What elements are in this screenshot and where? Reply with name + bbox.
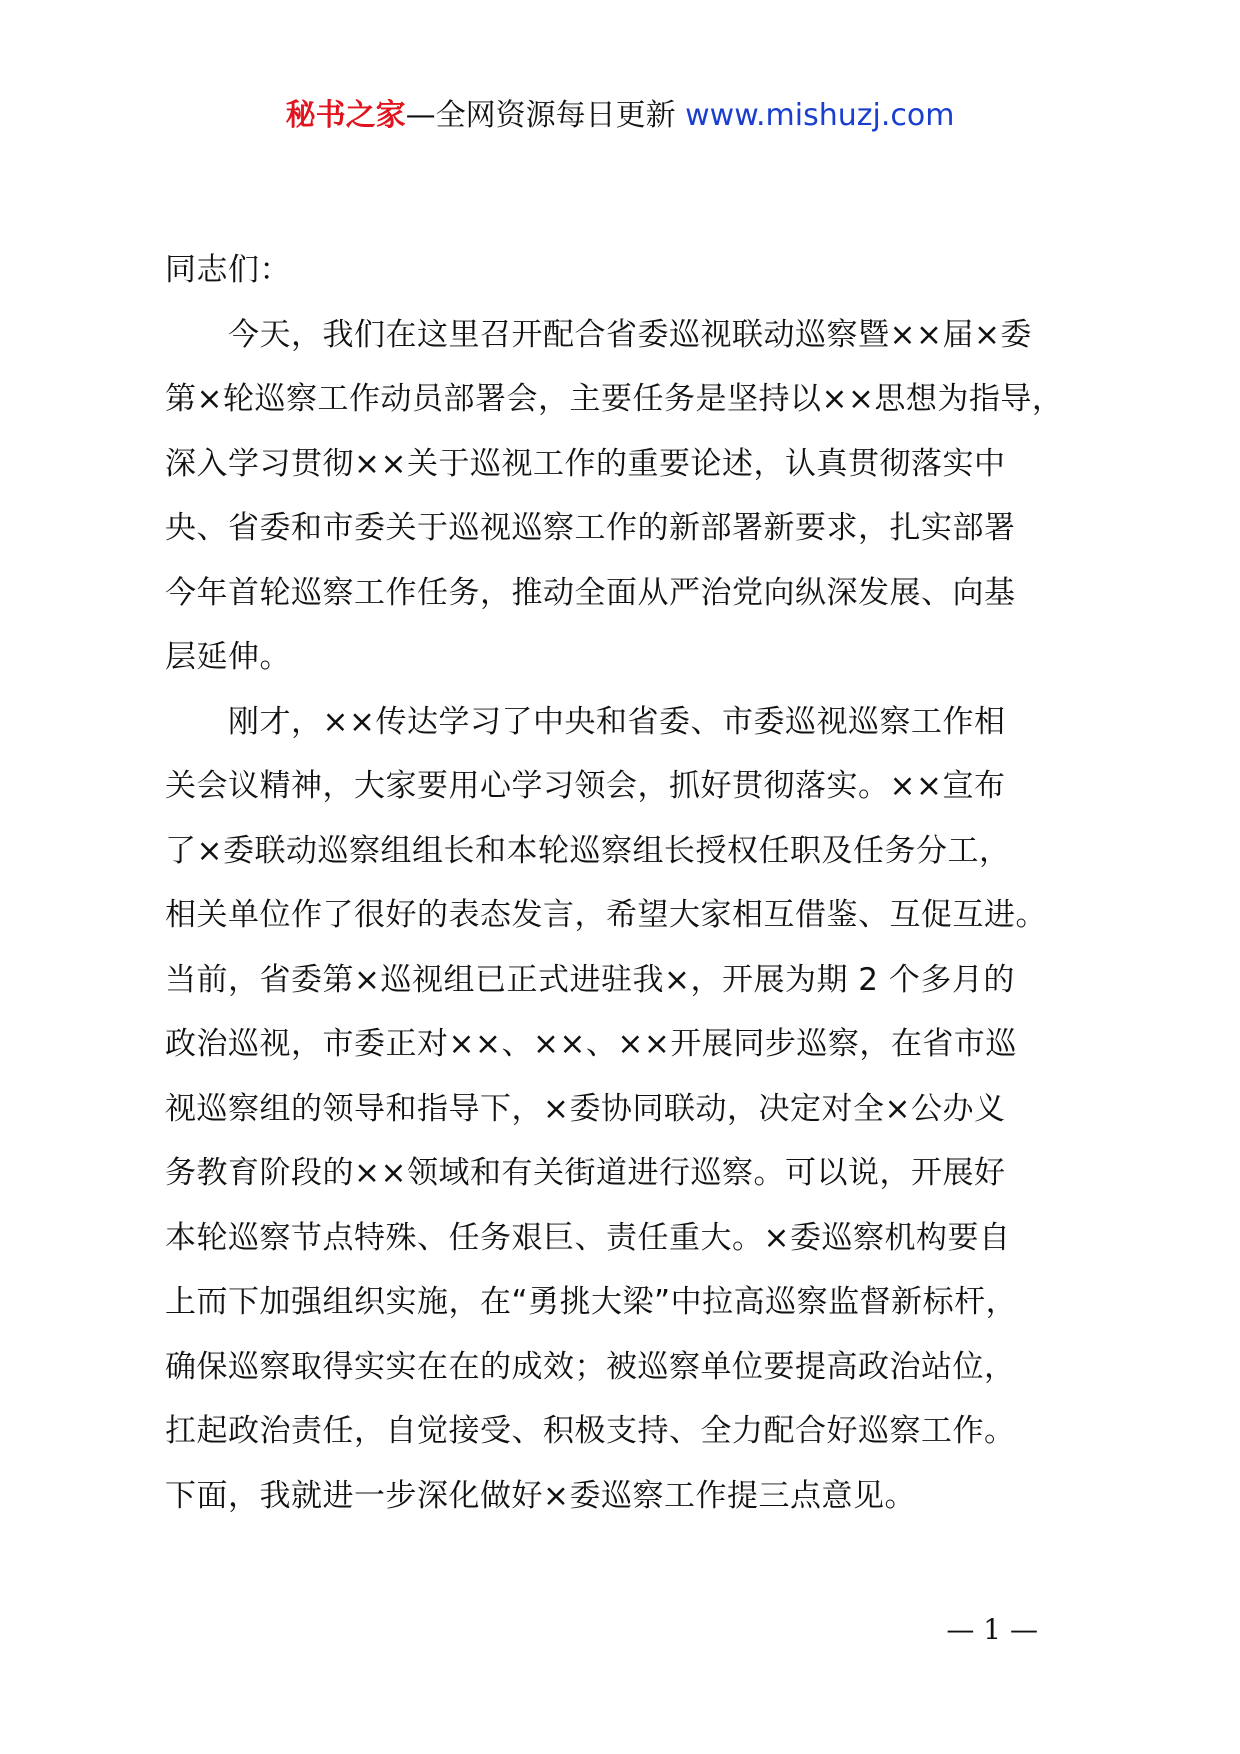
text-line: 央、省委和市委关于巡视巡察工作的新部署新要求，扎实部署 bbox=[165, 510, 1016, 546]
text-line: 刚才，××传达学习了中央和省委、市委巡视巡察工作相 bbox=[165, 703, 1006, 740]
text-line: 本轮巡察节点特殊、任务艰巨、责任重大。×委巡察机构要自 bbox=[165, 1219, 1011, 1256]
text-line: 层延伸。 bbox=[165, 639, 291, 675]
salutation: 同志们： bbox=[165, 252, 291, 288]
text-line: 扛起政治责任，自觉接受、积极支持、全力配合好巡察工作。 bbox=[165, 1413, 1016, 1449]
text-line: 深入学习贯彻××关于巡视工作的重要论述，认真贯彻落实中 bbox=[165, 445, 1006, 482]
page-footer bbox=[0, 1612, 1240, 1648]
site-tagline: —全网资源每日更新 bbox=[405, 98, 686, 133]
page-number: — 1 — bbox=[946, 1613, 1038, 1646]
text-line: 相关单位作了很好的表态发言，希望大家相互借鉴、互促互进。 bbox=[165, 897, 1047, 933]
text-line: 今年首轮巡察工作任务，推动全面从严治党向纵深发展、向基 bbox=[165, 574, 1016, 611]
text-line: 下面，我就进一步深化做好×委巡察工作提三点意见。 bbox=[165, 1477, 916, 1514]
text-line: 今天，我们在这里召开配合省委巡视联动巡察暨××届×委 bbox=[165, 316, 1032, 353]
text-line: 关会议精神，大家要用心学习领会，抓好贯彻落实。××宣布 bbox=[165, 768, 1006, 804]
text-line: 当前，省委第×巡视组已正式进驻我×，开展为期 2 个多月的 bbox=[165, 961, 1015, 998]
site-url[interactable]: www.mishuzj.com bbox=[685, 98, 955, 133]
text-line: 视巡察组的领导和指导下，×委协同联动，决定对全×公办义 bbox=[165, 1090, 1006, 1127]
text-line: 上而下加强组织实施，在“勇挑大梁”中拉高巡察监督新标杆， bbox=[165, 1284, 1018, 1320]
document-body bbox=[165, 238, 1125, 1528]
site-brand: 秘书之家 bbox=[285, 98, 406, 133]
text-line: 政治巡视，市委正对××、××、××开展同步巡察，在省市巡 bbox=[165, 1026, 1017, 1062]
site-header bbox=[0, 96, 1240, 136]
text-line: 了×委联动巡察组组长和本轮巡察组长授权任职及任务分工， bbox=[165, 832, 1011, 869]
text-line: 第×轮巡察工作动员部署会，主要任务是坚持以××思想为指导， bbox=[165, 381, 1064, 417]
text-line: 务教育阶段的××领域和有关街道进行巡察。可以说，开展好 bbox=[165, 1155, 1006, 1191]
text-line: 确保巡察取得实实在在的成效；被巡察单位要提高政治站位， bbox=[165, 1348, 1016, 1385]
